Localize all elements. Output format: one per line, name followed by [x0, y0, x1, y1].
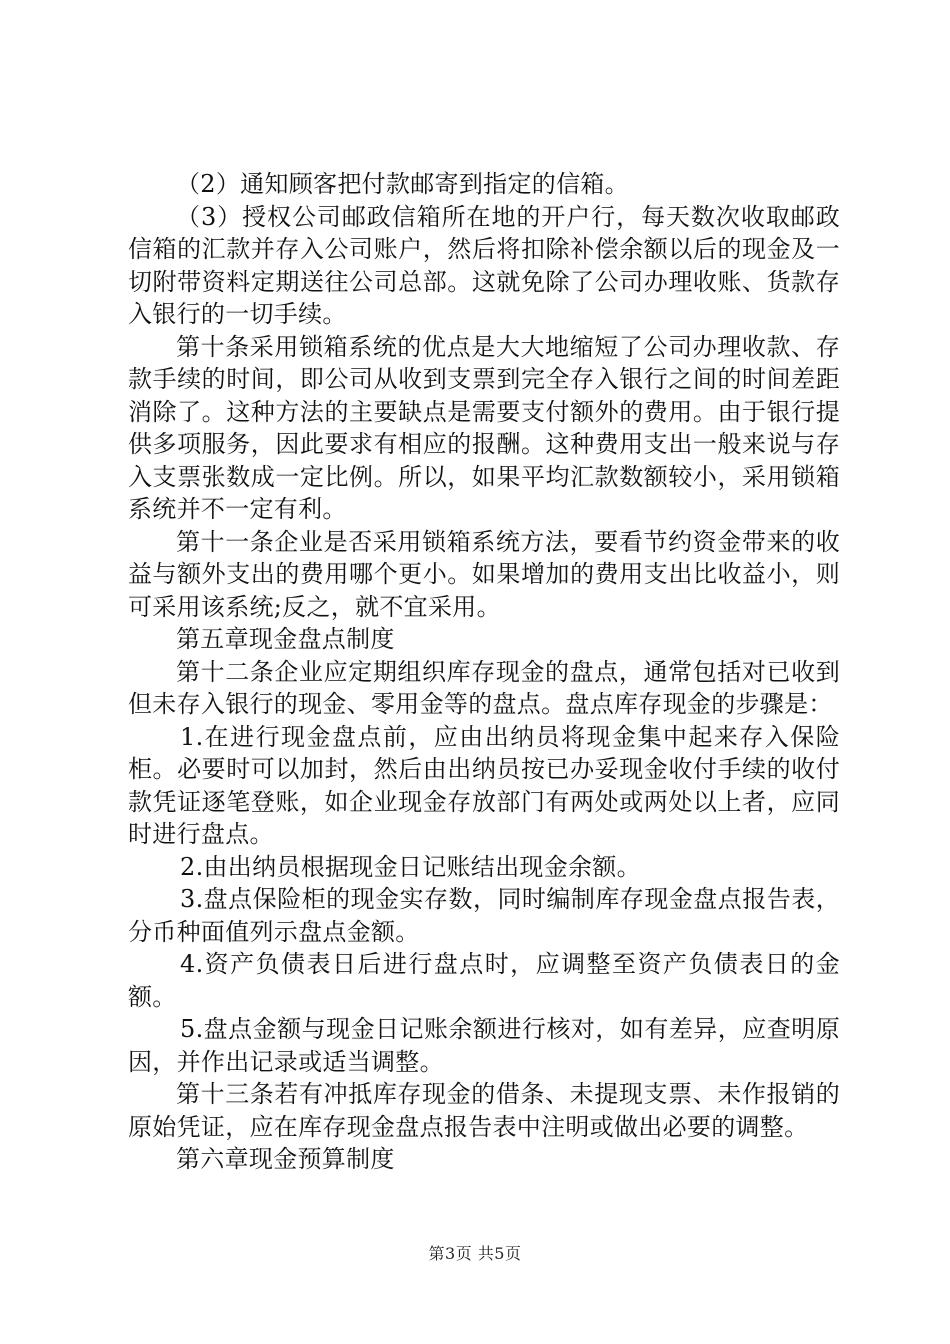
- list-item-step-5: 5.盘点金额与现金日记账余额进行核对，如有差异，应查明原因，并作出记录或适当调整。: [128, 1015, 840, 1076]
- list-item-step-2: 2.由出纳员根据现金日记账结出现金余额。: [180, 852, 641, 881]
- page-number-footer: 第3页 共5页: [428, 1244, 522, 1263]
- paragraph-notify-customer: （2）通知顾客把付款邮寄到指定的信箱。: [176, 170, 629, 198]
- list-item-step-3: 3.盘点保险柜的现金实存数，同时编制库存现金盘点报告表，分币种面值列示盘点金额。: [128, 885, 840, 946]
- list-item-step-4: 4.资产负债表日后进行盘点时，应调整至资产负债表日的金额。: [128, 950, 840, 1011]
- paragraph-authorize-bank: （3）授权公司邮政信箱所在地的开户行，每天数次收取邮政信箱的汇款并存入公司账户，然后将扣除补偿余额以后的现金及一切附带资料定期送往公司总部。这就免除了公司办理收账、货款存入银行的一切手续。: [128, 202, 840, 328]
- list-item-step-1: 1.在进行现金盘点前，应由出纳员将现金集中起来存入保险柜。必要时可以加封，然后由出纳员按已办妥现金收付手续的收付款凭证逐笔登账，如企业现金存放部门有两处或两处以上者，应同时进行盘点。: [128, 722, 840, 848]
- paragraph-article-11: 第十一条企业是否采用锁箱系统方法，要看节约资金带来的收益与额外支出的费用哪个更小。如果增加的费用支出比收益小，则可采用该系统;反之，就不宜采用。: [128, 527, 840, 621]
- document-body: [128, 168, 840, 1176]
- paragraph-article-13: 第十三条若有冲抵库存现金的借条、未提现支票、未作报销的原始凭证，应在库存现金盘点报告表中注明或做出必要的调整。: [128, 1080, 840, 1141]
- chapter-heading-5: 第五章现金盘点制度: [176, 625, 395, 653]
- paragraph-article-12: 第十二条企业应定期组织库存现金的盘点，通常包括对已收到但未存入银行的现金、零用金等的盘点。盘点库存现金的步骤是：: [128, 657, 840, 718]
- paragraph-article-10: 第十条采用锁箱系统的优点是大大地缩短了公司办理收款、存款手续的时间，即公司从收到支票到完全存入银行之间的时间差距消除了。这种方法的主要缺点是需要支付额外的费用。由于银行提供多项服务，因此要求有相应的报酬。这种费用支出一般来说与存入支票张数成一定比例。所以，如果平均汇款数额较小，采用锁箱系统并不一定有利。: [128, 332, 840, 523]
- chapter-heading-6: 第六章现金预算制度: [176, 1145, 395, 1173]
